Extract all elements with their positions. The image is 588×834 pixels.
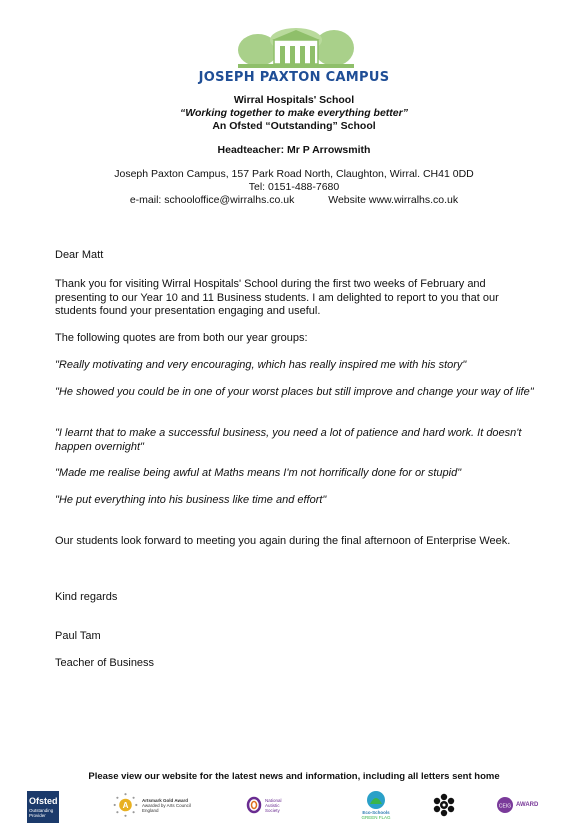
signatory-role: Teacher of Business <box>55 657 155 669</box>
telephone: Tel: 0151-488-7680 <box>248 181 340 193</box>
closing: Kind regards <box>55 591 118 603</box>
artsmark-badge: A Artsmark Gold Award Awarded by Arts Council England <box>112 790 202 820</box>
ofsted-badge: Ofsted Outstanding Provider <box>27 791 59 823</box>
footer-note: Please view our website for the latest news and information, including all letters sent home <box>88 771 500 782</box>
svg-text:A: A <box>122 801 129 811</box>
paragraph-2: The following quotes are from both our year groups: <box>55 332 308 344</box>
headteacher: Headteacher: Mr P Arrowsmith <box>217 144 371 156</box>
eco-schools-badge: Eco-Schools GREEN FLAG <box>356 790 396 820</box>
ceig-award-badge: CEIG AWARD <box>496 790 556 820</box>
quote-2: "He showed you could be in one of your worst places but still improve and change your way of life" <box>55 386 534 398</box>
signatory-name: Paul Tam <box>55 630 101 642</box>
website-address[interactable]: Website www.wirralhs.co.uk <box>328 194 459 206</box>
artsmark-sun-icon <box>112 790 139 820</box>
quote-3: "I learnt that to make a successful business, you need a lot of patience and hard work. It doesn't happen overnight" <box>55 427 522 453</box>
autistic-society-logo-icon <box>246 796 262 814</box>
quote-5: "He put everything into his business like time and effort" <box>55 494 327 506</box>
address: Joseph Paxton Campus, 157 Park Road North, Claughton, Wirral. CH41 0DD <box>114 168 474 180</box>
campus-name: JOSEPH PAXTON CAMPUS <box>198 70 390 85</box>
paragraph-3: Our students look forward to meeting you again during the final afternoon of Enterprise Week. <box>55 535 511 547</box>
paragraph-1: Thank you for visiting Wirral Hospitals' School during the first two weeks of February and presenting to our Year 10 and 11 Business students. I am delighted to report to you that our students found your presentation engaging and useful. <box>55 278 499 317</box>
eco-schools-logo-icon <box>365 790 387 810</box>
quote-1: "Really motivating and very encouraging, which has really inspired me with his story" <box>55 359 467 371</box>
award-ribbon-icon <box>496 796 514 814</box>
quote-4: "Made me realise being awful at Maths means I'm not horrifically done for or stupid" <box>55 467 462 479</box>
email-address[interactable]: e-mail: schooloffice@wirralhs.co.uk <box>129 194 295 206</box>
salutation: Dear Matt <box>55 249 104 261</box>
school-logo-illustration <box>238 26 354 70</box>
autistic-society-badge: National Autistic Society <box>246 790 306 820</box>
contact-line <box>0 194 588 207</box>
school-name: Wirral Hospitals' School <box>233 94 355 106</box>
puzzle-flower-logo-icon <box>432 790 456 820</box>
svg-text:CEIG: CEIG <box>498 803 512 810</box>
ofsted-line: An Ofsted “Outstanding” School <box>212 120 376 132</box>
school-motto: “Working together to make everything better” <box>180 107 408 119</box>
